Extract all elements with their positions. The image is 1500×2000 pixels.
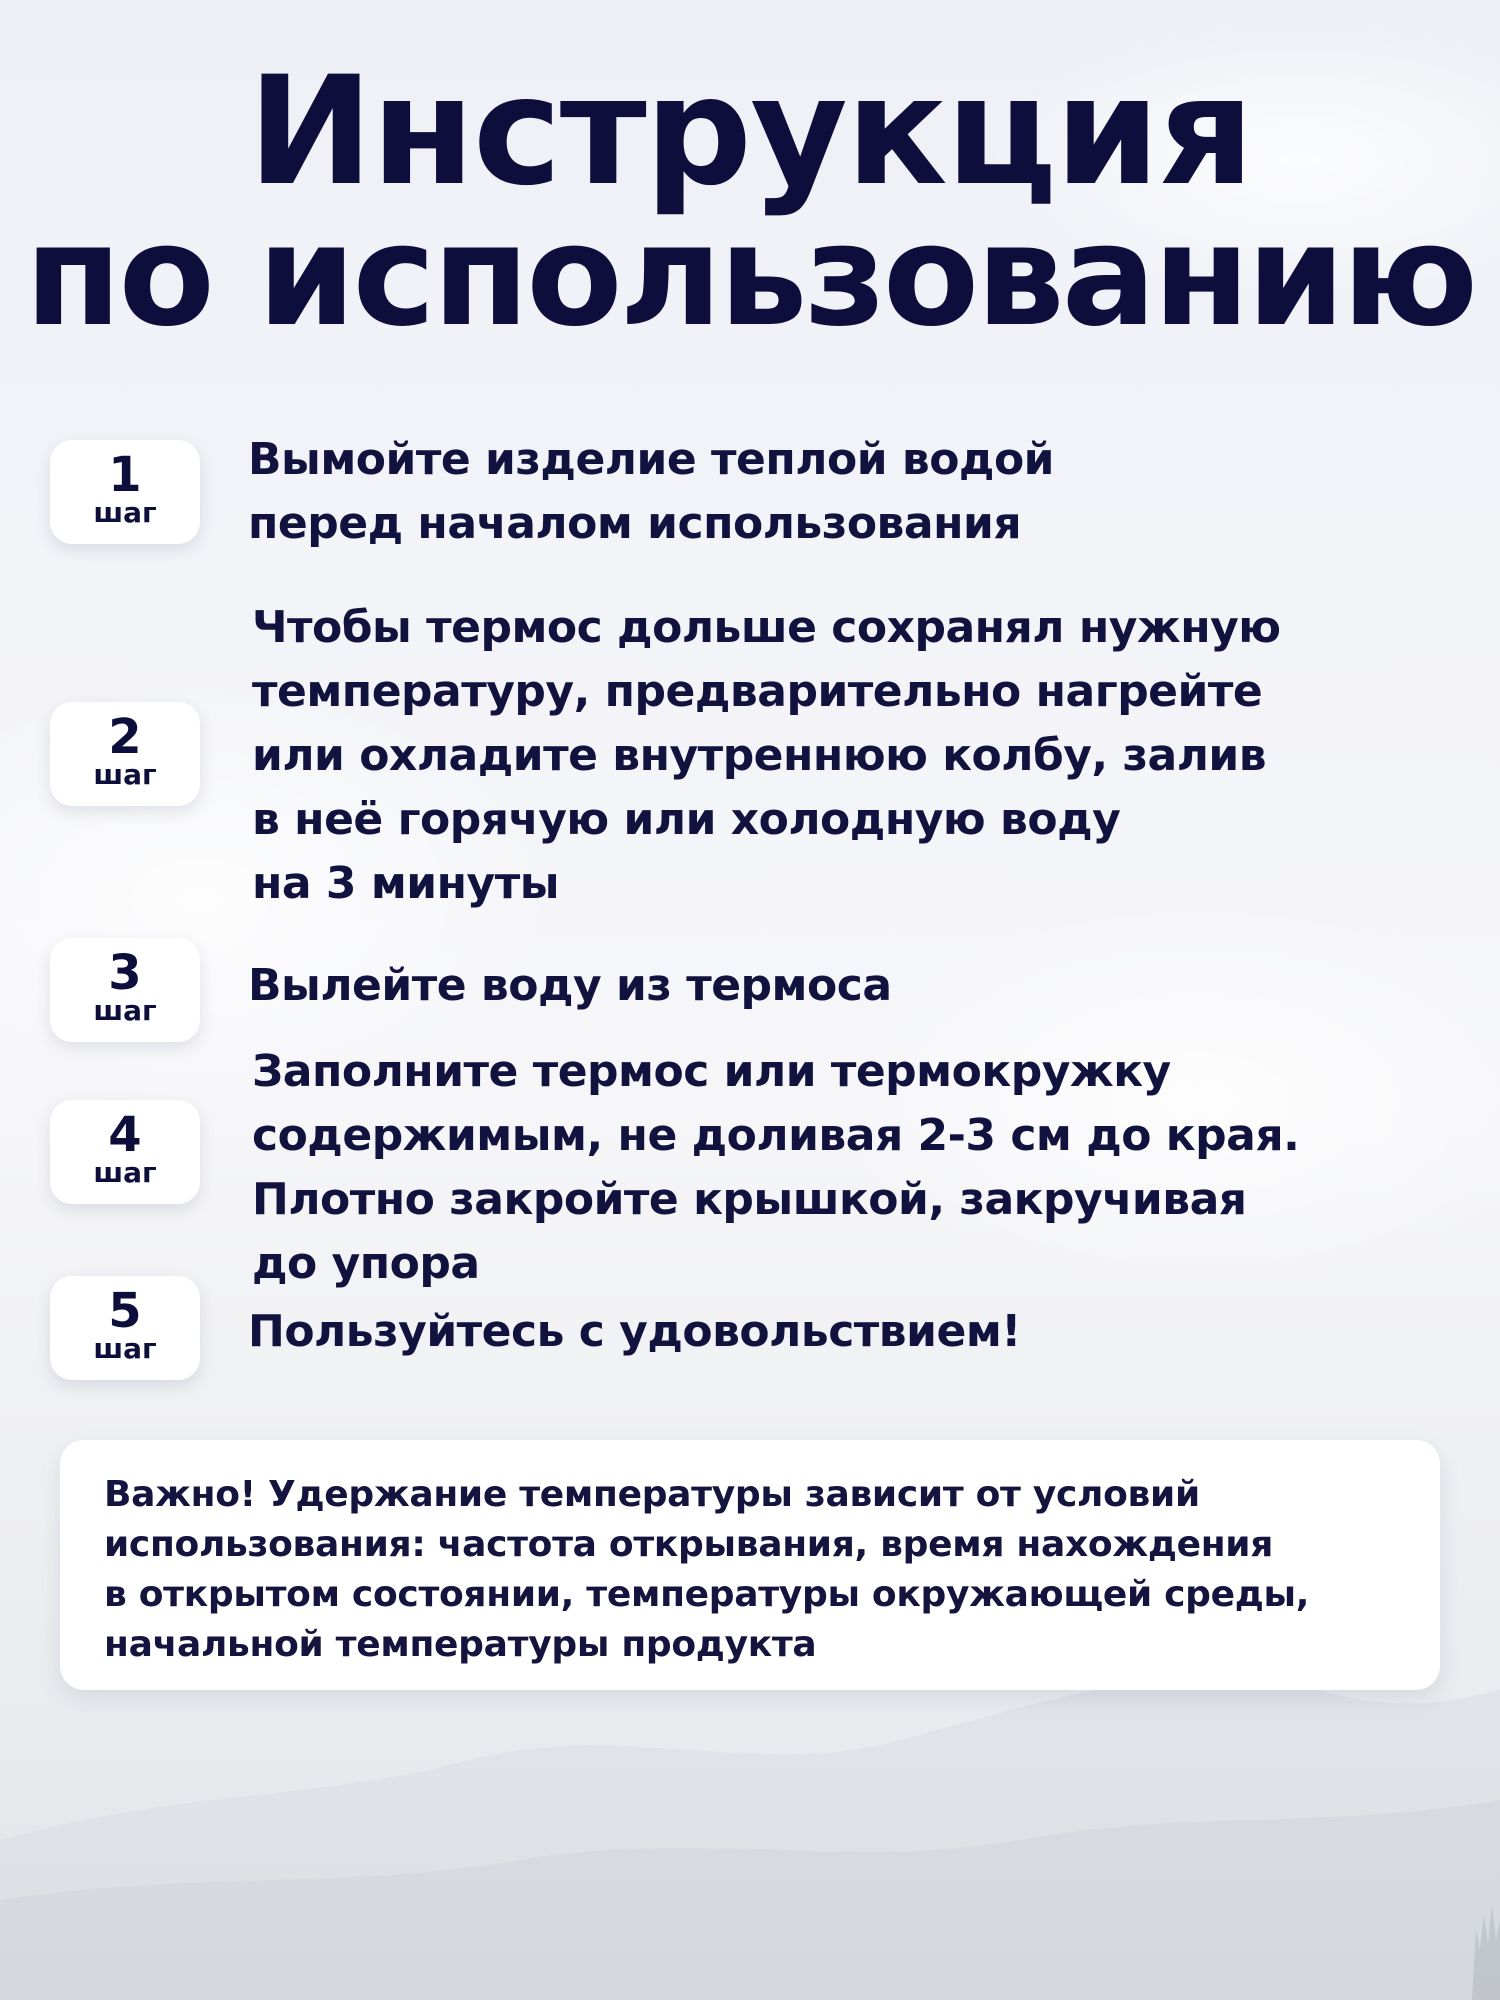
step-5-badge [50, 1276, 200, 1380]
step-2-line-5: на 3 минуты [252, 858, 560, 909]
note-line-1: Важно! Удержание температуры зависит от условий [104, 1474, 1200, 1515]
important-note-text [104, 1470, 1396, 1670]
step-1-line-1: Вымойте изделие теплой водой [248, 434, 1055, 485]
step-4-word: шаг [93, 1156, 157, 1189]
page-title [0, 45, 1500, 358]
step-4-text [252, 1040, 1299, 1296]
step-2-line-3: или охладите внутреннюю колбу, залив [252, 730, 1267, 781]
step-3-word: шаг [93, 994, 157, 1027]
note-line-2: использования: частота открывания, время нахождения [104, 1524, 1274, 1565]
step-2-line-1: Чтобы термос дольше сохранял нужную [252, 602, 1281, 653]
step-3-text [248, 954, 892, 1018]
step-2-line-4: в неё горячую или холодную воду [252, 794, 1121, 845]
step-5-word: шаг [93, 1332, 157, 1365]
note-line-4: начальной температуры продукта [104, 1624, 817, 1665]
step-3-number: 3 [108, 945, 142, 1001]
step-1-line-2: перед началом использования [248, 498, 1022, 549]
important-note-card [60, 1440, 1440, 1690]
step-5-text [248, 1300, 1021, 1364]
step-2-text [252, 596, 1281, 916]
title-line-2: по использованию [24, 195, 1476, 358]
step-2-word: шаг [93, 758, 157, 791]
step-3-line-1: Вылейте воду из термоса [248, 960, 892, 1011]
step-1-word: шаг [93, 496, 157, 529]
step-4-badge [50, 1100, 200, 1204]
step-4-line-3: Плотно закройте крышкой, закручивая [252, 1174, 1247, 1225]
step-1-number: 1 [108, 447, 142, 503]
title-line-1: Инструкция [247, 45, 1253, 219]
step-5-line-1: Пользуйтесь с удовольствием! [248, 1306, 1021, 1357]
step-5-number: 5 [108, 1283, 142, 1339]
step-1-text [248, 428, 1054, 556]
step-2-number: 2 [108, 709, 142, 765]
step-3-badge [50, 938, 200, 1042]
step-4-line-4: до упора [252, 1238, 480, 1289]
step-2-badge [50, 702, 200, 806]
step-4-line-2: содержимым, не доливая 2-3 см до края. [252, 1110, 1300, 1161]
step-4-number: 4 [108, 1107, 142, 1163]
step-4-line-1: Заполните термос или термокружку [252, 1046, 1171, 1097]
step-2-line-2: температуру, предварительно нагрейте [252, 666, 1263, 717]
note-line-3: в открытом состоянии, температуры окружающей среды, [104, 1574, 1310, 1615]
step-1-badge [50, 440, 200, 544]
